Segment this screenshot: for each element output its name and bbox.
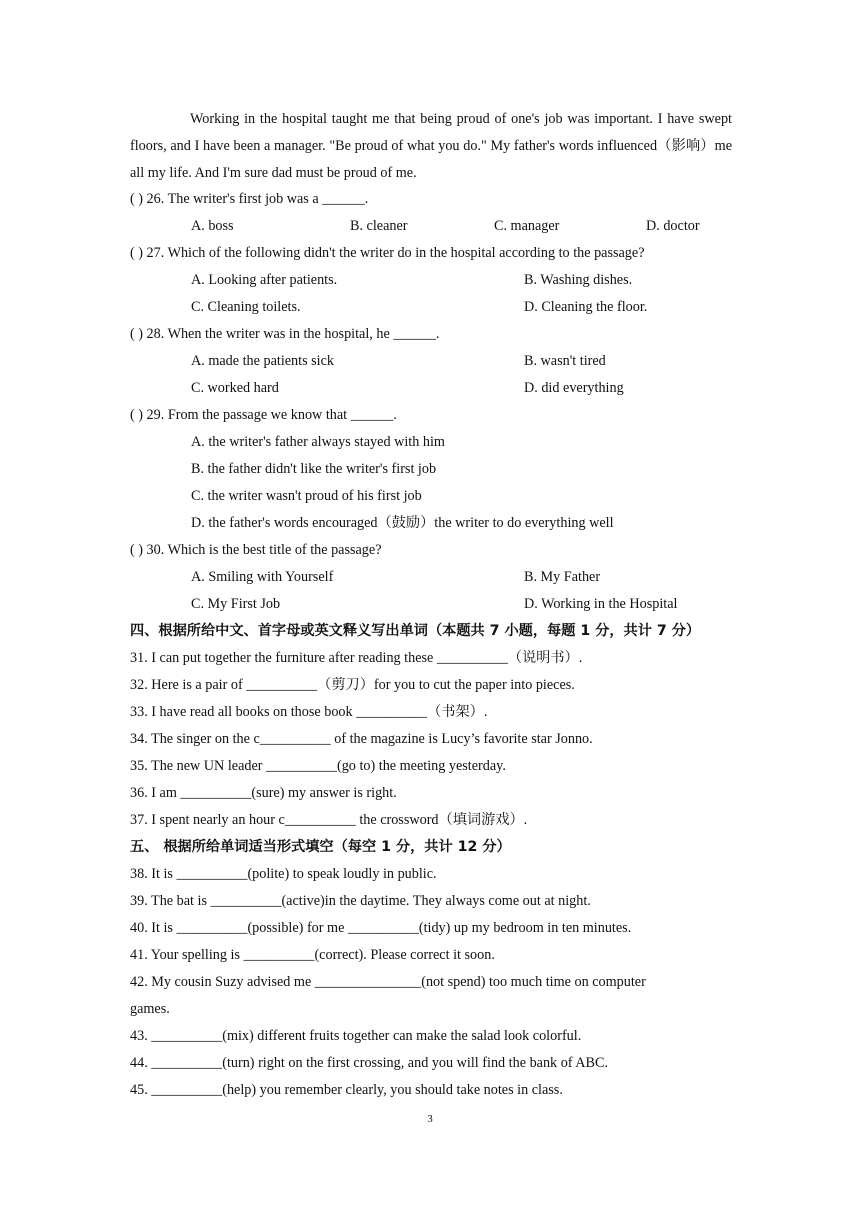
q30-option-b: B. My Father: [524, 569, 601, 585]
question-42: 42. My cousin Suzy advised me _______________(not spend) too much time on computer: [130, 974, 646, 990]
q27-option-b: B. Washing dishes.: [524, 272, 633, 288]
q26-option-d: D. doctor: [646, 218, 700, 234]
question-34: 34. The singer on the c__________ of the magazine is Lucy’s favorite star Jonno.: [130, 731, 593, 747]
q29-option-b: B. the father didn't like the writer's first job: [191, 461, 437, 477]
q28-option-d: D. did everything: [524, 380, 624, 396]
q29-option-c: C. the writer wasn't proud of his first job: [191, 488, 422, 504]
question-42-continued: games.: [130, 1001, 170, 1017]
page-number: 3: [427, 1113, 433, 1125]
q26-option-c: C. manager: [494, 218, 560, 234]
question-40: 40. It is __________(possible) for me __________(tidy) up my bedroom in ten minutes.: [130, 920, 632, 936]
question-31: 31. I can put together the furniture after reading these __________（说明书）.: [130, 650, 583, 666]
question-35: 35. The new UN leader __________(go to) the meeting yesterday.: [130, 758, 506, 774]
q26-option-b: B. cleaner: [350, 218, 408, 234]
section-4-heading: 四、根据所给中文、首字母或英文释义写出单词（本题共 7 小题，每题 1 分，共计 7 分）: [130, 623, 701, 639]
passage-paragraph: [130, 106, 732, 187]
question-36: 36. I am __________(sure) my answer is right.: [130, 785, 397, 801]
question-41: 41. Your spelling is __________(correct). Please correct it soon.: [130, 947, 495, 963]
q27-option-a: A. Looking after patients.: [191, 272, 338, 288]
q29-option-a: A. the writer's father always stayed with him: [191, 434, 445, 450]
q26-option-a: A. boss: [191, 218, 234, 234]
q27-option-c: C. Cleaning toilets.: [191, 299, 301, 315]
question-26-stem: ( ) 26. The writer's first job was a ______.: [130, 191, 369, 207]
passage-text: Working in the hospital taught me that being proud of one's job was important. I have swept floors, and I have been a manager. "Be proud of what you do." My father's words influenced（影响）me all my life. And I'm sure dad must be proud of me.: [130, 111, 732, 181]
question-33: 33. I have read all books on those book __________（书架）.: [130, 704, 488, 720]
question-43: 43. __________(mix) different fruits together can make the salad look colorful.: [130, 1028, 582, 1044]
q30-option-a: A. Smiling with Yourself: [191, 569, 334, 585]
question-30-stem: ( ) 30. Which is the best title of the passage?: [130, 542, 382, 558]
section-5-heading: 五、 根据所给单词适当形式填空（每空 1 分，共计 12 分）: [130, 839, 511, 855]
q29-option-d: D. the father's words encouraged（鼓励）the writer to do everything well: [191, 515, 614, 531]
question-44: 44. __________(turn) right on the first crossing, and you will find the bank of ABC.: [130, 1055, 608, 1071]
question-37: 37. I spent nearly an hour c__________ the crossword（填词游戏）.: [130, 812, 528, 828]
q28-option-b: B. wasn't tired: [524, 353, 606, 369]
question-39: 39. The bat is __________(active)in the daytime. They always come out at night.: [130, 893, 591, 909]
q28-option-a: A. made the patients sick: [191, 353, 335, 369]
question-45: 45. __________(help) you remember clearly, you should take notes in class.: [130, 1082, 563, 1098]
question-32: 32. Here is a pair of __________（剪刀）for you to cut the paper into pieces.: [130, 677, 575, 693]
q30-option-c: C. My First Job: [191, 596, 281, 612]
q27-option-d: D. Cleaning the floor.: [524, 299, 648, 315]
question-27-stem: ( ) 27. Which of the following didn't the writer do in the hospital according to the passage?: [130, 245, 645, 261]
q30-option-d: D. Working in the Hospital: [524, 596, 678, 612]
question-38: 38. It is __________(polite) to speak loudly in public.: [130, 866, 437, 882]
question-28-stem: ( ) 28. When the writer was in the hospital, he ______.: [130, 326, 440, 342]
question-29-stem: ( ) 29. From the passage we know that ______.: [130, 407, 397, 423]
q28-option-c: C. worked hard: [191, 380, 279, 396]
